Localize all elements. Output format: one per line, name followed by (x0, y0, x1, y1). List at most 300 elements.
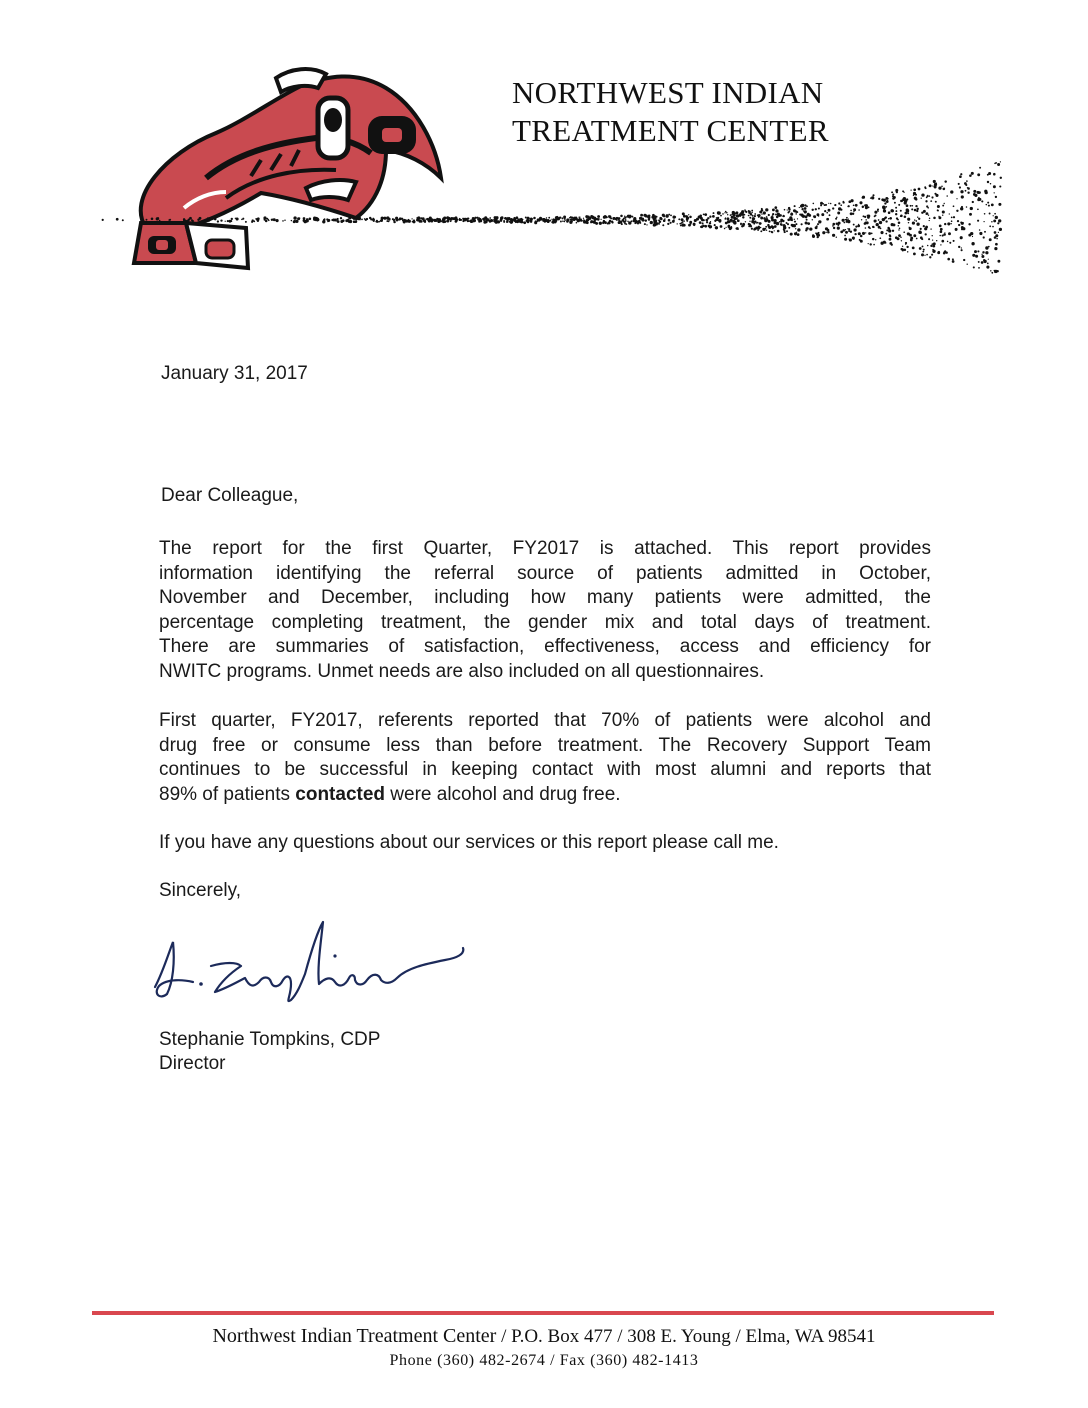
stipple-dot (943, 188, 946, 191)
stipple-dot (467, 218, 469, 220)
stipple-dot (749, 210, 751, 212)
stipple-dot (961, 247, 962, 248)
stipple-dot (991, 272, 993, 274)
stipple-dot (922, 251, 924, 253)
stipple-dot (849, 238, 851, 240)
stipple-dot (631, 220, 633, 222)
stipple-dot (957, 220, 959, 222)
stipple-dot (794, 211, 796, 213)
stipple-dot (786, 230, 788, 232)
stipple-dot (876, 223, 879, 226)
stipple-dot (983, 260, 986, 263)
stipple-dot (837, 227, 840, 230)
stipple-dot (887, 198, 889, 200)
stipple-dot (847, 206, 848, 207)
stipple-dot (157, 217, 159, 219)
stipple-dot (462, 218, 463, 219)
stipple-dot (932, 245, 935, 248)
stipple-dot (873, 244, 875, 246)
stipple-dot (961, 195, 964, 198)
stipple-dot (653, 218, 656, 221)
stipple-dot (728, 225, 731, 228)
stipple-dot (562, 220, 564, 222)
stipple-dot (751, 212, 753, 214)
stipple-dot (943, 252, 946, 255)
stipple-dot (942, 235, 944, 237)
stipple-dot (984, 231, 986, 233)
stipple-dot (990, 183, 991, 184)
stipple-dot (989, 238, 992, 241)
stipple-dot (1000, 161, 1001, 162)
stipple-dot (848, 218, 849, 219)
stipple-dot (523, 221, 526, 224)
stipple-dot (725, 222, 728, 225)
para2-text: 89% of patients (159, 783, 296, 805)
stipple-dot (989, 225, 991, 227)
body-paragraph-1 (159, 537, 931, 684)
stipple-dot (628, 215, 631, 218)
stipple-dot (405, 220, 408, 223)
stipple-dot (904, 215, 907, 218)
stipple-dot (714, 224, 716, 226)
stipple-dot (931, 196, 933, 198)
stipple-dot (974, 250, 977, 253)
stipple-dot (699, 215, 702, 218)
stipple-dot (566, 218, 569, 221)
stipple-dot (952, 260, 955, 263)
stipple-dot (408, 219, 409, 220)
stipple-dot (959, 186, 961, 188)
stipple-dot (865, 219, 867, 221)
stipple-dot (725, 227, 726, 228)
stipple-dot (816, 213, 819, 216)
stipple-dot (619, 220, 622, 223)
stipple-dot (807, 213, 810, 216)
stipple-dot (583, 219, 584, 220)
organization-name (512, 74, 829, 150)
stipple-dot (416, 220, 417, 221)
stipple-dot (947, 222, 950, 225)
stipple-dot (583, 218, 584, 219)
stipple-dot (985, 191, 988, 194)
stipple-dot (720, 225, 723, 228)
stipple-dot (944, 223, 946, 225)
stipple-dot (817, 234, 820, 237)
stipple-dot (828, 209, 831, 212)
stipple-dot (926, 205, 928, 207)
stipple-dot (670, 214, 672, 216)
stipple-dot (922, 245, 924, 247)
stipple-dot (830, 203, 832, 205)
stipple-dot (783, 229, 784, 230)
stipple-dot (689, 221, 692, 224)
stipple-dot (772, 208, 775, 211)
stipple-dot (395, 217, 398, 220)
stipple-dot (217, 220, 219, 222)
stipple-dot (680, 225, 681, 226)
stipple-dot (825, 227, 828, 230)
stipple-dot (880, 228, 882, 230)
stipple-dot (386, 216, 389, 219)
stipple-dot (930, 245, 932, 247)
stipple-dot (998, 203, 1001, 206)
stipple-dot (874, 215, 876, 217)
stipple-dot (765, 228, 767, 230)
stipple-dot (744, 209, 746, 211)
stipple-dot (667, 223, 669, 225)
stipple-dot (779, 221, 781, 223)
stipple-dot (926, 254, 928, 256)
stipple-dot (995, 196, 997, 198)
stipple-dot (844, 238, 847, 241)
stipple-dot (879, 221, 882, 224)
stipple-dot (654, 215, 657, 218)
stipple-dot (907, 251, 908, 252)
stipple-dot (939, 225, 942, 228)
stipple-dot (889, 234, 891, 236)
stipple-dot (929, 195, 931, 197)
stipple-dot (938, 216, 939, 217)
stipple-dot (966, 206, 968, 208)
stipple-dot (186, 220, 189, 223)
stipple-dot (818, 220, 821, 223)
stipple-dot (958, 246, 960, 248)
stipple-dot (774, 206, 777, 209)
stipple-dot (987, 174, 989, 176)
stipple-dot (907, 218, 910, 221)
stipple-dot (102, 219, 104, 221)
stipple-dot (775, 209, 778, 212)
stipple-dot (895, 213, 897, 215)
stipple-dot (663, 219, 666, 222)
stipple-dot (805, 221, 808, 224)
stipple-dot (745, 211, 747, 213)
stipple-dot (941, 186, 943, 188)
stipple-dot (934, 185, 937, 188)
stipple-dot (372, 220, 374, 222)
stipple-dot (793, 224, 796, 227)
stipple-dot (872, 194, 874, 196)
stipple-dot (804, 204, 806, 206)
stipple-dot (891, 191, 893, 193)
stipple-dot (536, 220, 538, 222)
stipple-dot (925, 187, 927, 189)
stipple-dot (874, 211, 877, 214)
stipple-dot (872, 238, 874, 240)
stipple-dot (703, 214, 705, 216)
para1-line: percentage completing treatment, the gender mix and total days of treatment. (159, 611, 931, 633)
body-paragraph-2 (159, 709, 931, 807)
stipple-dot (981, 261, 984, 264)
stipple-dot (780, 223, 782, 225)
stipple-dot (812, 219, 813, 220)
stipple-dot (633, 217, 636, 220)
stipple-dot (899, 227, 901, 229)
stipple-dot (865, 227, 867, 229)
stipple-dot (450, 218, 453, 221)
stipple-dot (207, 220, 209, 222)
stipple-dot (877, 208, 879, 210)
stipple-dot (987, 263, 989, 265)
stipple-dot (960, 190, 963, 193)
stipple-dot (663, 215, 665, 217)
stipple-dot (799, 213, 801, 215)
stipple-dot (594, 218, 597, 221)
stipple-dot (940, 244, 941, 245)
stipple-dot (625, 219, 627, 221)
stipple-dot (900, 236, 902, 238)
stipple-dot (956, 198, 957, 199)
stipple-dot (846, 217, 848, 219)
stipple-dot (725, 217, 726, 218)
stipple-dot (703, 219, 705, 221)
stipple-dot (994, 192, 995, 193)
stipple-dot (291, 220, 292, 221)
stipple-dot (749, 217, 751, 219)
stipple-dot (940, 230, 943, 233)
stipple-dot (977, 173, 980, 176)
stipple-dot (836, 237, 837, 238)
stipple-dot (913, 192, 916, 195)
stipple-dot (548, 217, 550, 219)
stipple-dot (365, 219, 367, 221)
para1-line: information identifying the referral source of patients admitted in October, (159, 562, 931, 584)
stipple-dot (662, 224, 664, 226)
stipple-dot (860, 240, 863, 243)
stipple-dot (500, 217, 503, 220)
stipple-dot (979, 167, 981, 169)
stipple-dot (865, 206, 868, 209)
stipple-dot (818, 207, 820, 209)
stipple-dot (997, 163, 1000, 166)
stipple-dot (672, 215, 675, 218)
stipple-dot (885, 242, 887, 244)
stipple-dot (977, 220, 979, 222)
stipple-dot (844, 235, 846, 237)
stipple-dot (497, 221, 500, 224)
stipple-dot (955, 228, 958, 231)
stipple-dot (817, 223, 819, 225)
stipple-dot (883, 199, 886, 202)
stipple-dot (681, 218, 684, 221)
stipple-dot (730, 226, 733, 229)
stipple-dot (979, 229, 981, 231)
stipple-dot (573, 217, 575, 219)
stipple-dot (985, 251, 988, 254)
stipple-dot (724, 228, 726, 230)
stipple-dot (967, 192, 969, 194)
stipple-dot (757, 226, 760, 229)
stipple-dot (909, 234, 912, 237)
stipple-dot (864, 222, 867, 225)
stipple-dot (983, 236, 985, 238)
stipple-dot (988, 259, 989, 260)
stipple-dot (245, 221, 247, 223)
stipple-dot (603, 220, 605, 222)
para1-line: November and December, including how many patients were admitted, the (159, 587, 931, 608)
stipple-dot (843, 201, 845, 203)
stipple-dot (476, 217, 477, 218)
stipple-dot (683, 215, 686, 218)
stipple-dot (146, 219, 148, 221)
emphasis-contacted: contacted (295, 783, 386, 805)
stipple-dot (151, 218, 154, 221)
para2-line: First quarter, FY2017, referents reported that 70% of patients were alcohol and (159, 710, 931, 731)
stipple-dot (717, 211, 720, 214)
stipple-dot (738, 229, 739, 230)
stipple-dot (715, 226, 718, 229)
stipple-dot (265, 220, 268, 223)
stipple-dot (396, 219, 398, 221)
para1-line: NWITC programs. Unmet needs are also included on all questionnaires. (159, 660, 765, 682)
stipple-dot (681, 223, 684, 226)
stipple-dot (683, 220, 684, 221)
stipple-dot (642, 219, 645, 222)
stipple-dot (942, 215, 943, 216)
stipple-dot (925, 233, 927, 235)
stipple-dot (889, 238, 892, 241)
stipple-dot (895, 207, 897, 209)
stipple-dot (967, 187, 970, 190)
stipple-dot (563, 215, 566, 218)
stipple-dot (804, 210, 807, 213)
stipple-dot (815, 208, 817, 210)
stipple-dot (995, 216, 998, 219)
stipple-dot (672, 220, 675, 223)
stipple-dot (848, 228, 850, 230)
stipple-dot (826, 218, 829, 221)
stipple-dot (960, 207, 963, 210)
stipple-dot (961, 249, 963, 251)
stipple-dot (1000, 177, 1002, 179)
stipple-dot (634, 222, 636, 224)
stipple-dot (724, 212, 725, 213)
stipple-dot (757, 222, 759, 224)
stipple-dot (802, 215, 805, 218)
stipple-dot (836, 222, 838, 224)
stipple-dot (616, 220, 617, 221)
stipple-dot (730, 221, 731, 222)
stipple-dot (376, 220, 378, 222)
stipple-dot (840, 204, 842, 206)
stipple-dot (790, 233, 793, 236)
stipple-dot (882, 206, 885, 209)
stipple-dot (531, 218, 533, 220)
stipple-dot (525, 217, 527, 219)
stipple-dot (977, 250, 979, 252)
stipple-dot (252, 219, 254, 221)
stipple-dot (836, 217, 838, 219)
stipple-dot (948, 232, 951, 235)
stipple-dot (928, 215, 929, 216)
stipple-dot (797, 218, 798, 219)
stipple-dot (228, 220, 231, 223)
stipple-dot (516, 217, 518, 219)
stipple-dot (579, 218, 580, 219)
stipple-dot (878, 198, 880, 200)
stipple-dot (700, 226, 702, 228)
stipple-dot (710, 221, 711, 222)
stipple-dot (751, 210, 753, 212)
stipple-dot (975, 255, 978, 258)
stipple-dot (659, 217, 662, 220)
stipple-dot (968, 223, 970, 225)
stipple-dot (257, 220, 259, 222)
stipple-dot (862, 206, 864, 208)
stipple-dot (947, 241, 949, 243)
stipple-dot (487, 219, 490, 222)
stipple-dot (503, 221, 505, 223)
stipple-dot (824, 204, 826, 206)
stipple-dot (915, 205, 917, 207)
stipple-dot (586, 218, 589, 221)
stipple-dot (116, 218, 119, 221)
stipple-dot (813, 203, 815, 205)
stipple-dot (861, 219, 862, 220)
stipple-dot (871, 233, 873, 235)
stipple-dot (340, 220, 343, 223)
stipple-dot (490, 219, 493, 222)
stipple-dot (842, 219, 845, 222)
stipple-dot (862, 196, 864, 198)
stipple-dot (775, 214, 777, 216)
stipple-dot (293, 220, 296, 223)
stipple-dot (986, 266, 989, 269)
stipple-dot (791, 220, 793, 222)
stipple-dot (506, 221, 508, 223)
stipple-dot (999, 185, 1001, 187)
stipple-dot (884, 202, 886, 204)
stipple-dot (383, 217, 386, 220)
stipple-dot (939, 235, 941, 237)
stipple-dot (991, 221, 993, 223)
stipple-dot (558, 217, 559, 218)
stipple-dot (973, 266, 975, 268)
stipple-dot (401, 218, 403, 220)
stipple-dot (969, 174, 972, 177)
stipple-dot (932, 239, 933, 240)
para2-text: were alcohol and drug free. (385, 783, 621, 805)
stipple-dot (942, 210, 945, 213)
stipple-dot (235, 218, 236, 219)
stipple-dot (600, 219, 601, 220)
stipple-dot (998, 219, 1001, 222)
stipple-dot (929, 256, 931, 258)
stipple-dot (854, 233, 856, 235)
stipple-dot (891, 223, 894, 226)
stipple-dot (981, 254, 982, 255)
stipple-dot (393, 221, 395, 223)
stipple-dot (952, 258, 954, 260)
stipple-dot (693, 224, 695, 226)
stipple-dot (885, 233, 887, 235)
stipple-dot (644, 223, 646, 225)
stipple-dot (865, 232, 866, 233)
footer-rule (92, 1311, 994, 1315)
stipple-dot (420, 217, 422, 219)
stipple-dot (892, 197, 895, 200)
stipple-dot (812, 235, 815, 238)
stipple-dot (956, 210, 958, 212)
stipple-dot (282, 220, 284, 222)
stipple-dot (853, 211, 854, 212)
stipple-dot (670, 222, 672, 224)
stipple-dot (576, 222, 578, 224)
stipple-dot (903, 231, 905, 233)
handwritten-signature (145, 912, 475, 1012)
stipple-dot (751, 228, 753, 230)
stipple-dot (571, 217, 573, 219)
